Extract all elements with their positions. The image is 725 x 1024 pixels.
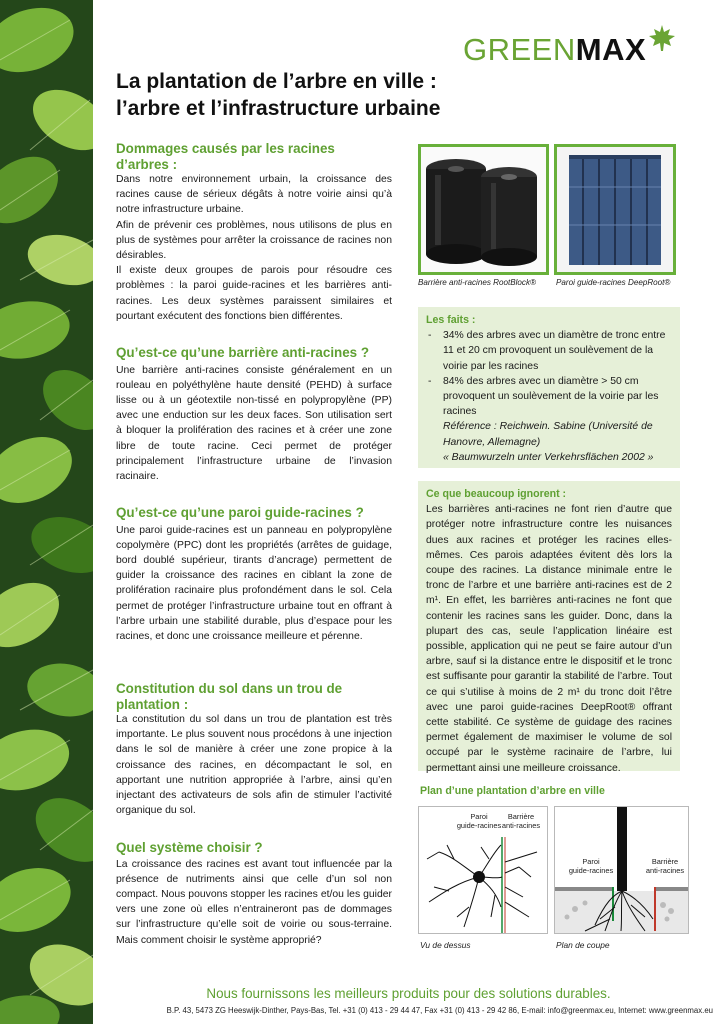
label-line: anti-racines: [501, 821, 541, 830]
plan-title: Plan d’une plantation d’arbre en ville: [420, 785, 605, 797]
ignorance-heading: Ce que beaucoup ignorent :: [426, 488, 567, 500]
heading-line: d’arbres :: [116, 156, 178, 172]
section-paroi: [116, 505, 392, 644]
diagram-label: [499, 812, 543, 830]
section-sol: [116, 681, 392, 818]
rootblock-photo: [418, 144, 549, 275]
facts-heading: Les faits :: [426, 314, 476, 326]
label-line: anti-racines: [645, 866, 685, 875]
paragraph: Afin de prévenir ces problèmes, nous utilisons de plus en plus de systèmes pour arrêter la croissance de racines non désirables.: [116, 219, 392, 262]
paragraph: Dans notre environnement urbain, la croissance des racines cause de sérieux dégâts à notre voirie ainsi qu’à notre infrastructure urbaine.: [116, 174, 392, 216]
deeproot-photo: [554, 144, 676, 275]
facts-box: [418, 307, 680, 468]
label-line: Barrière: [507, 812, 535, 821]
paragraph: La constitution du sol dans un trou de plantation est très importante. Le plus souvent nous procédons à une injection dans le sol de manière à créer une zone propice à la croissance des racines, en décompactant le sol, en apportant une nutrition appropriée à l’arbre, ainsi qu’en injectant des activateurs de sols afin de stimuler l’activité organique du sol.: [116, 714, 392, 817]
section-barriere: [116, 345, 392, 484]
paragraph: Il existe deux groupes de parois pour résoudre ces problèmes : la paroi guide-racines et les barrières anti-racines. Les deux systèmes paraissent similaires et pourtant exécutent des fonctions bien différentes.: [116, 265, 392, 322]
ignorance-text: Les barrières anti-racines ne font rien d’autre que protéger notre infrastructure contre les nuisances dues aux racines et protéger les racines elles-mêmes. Ces parois adaptées évitent dès lors la coupe des racines. La distance minimale entre le tronc de l’arbre et une barrière anti-racines est de 2 m¹. En effet, les barrières anti-racines ne font que contenir les racines sans les guider. Donc, dans la plupart des cas, seule l’application linéaire est possible, application qui ne peut se faire autour d’un arbre, sauf si la distance entre le dispositif et le tronc est suffisante pour garantir la stabilité de l’arbre. Tout ce qui s’utilise à moins de 2 m¹ du tronc doit l’être avec une paroi guide-racines DeepRoot® offrant cette stabilité. Ce système de guidage des racines permet également de maximiser le volume de sol occupé par le système racinaire de l’arbre, lui permettant ainsi une meilleure croissance.: [426, 504, 672, 774]
section-heading: Qu’est-ce qu’une barrière anti-racines ?: [116, 345, 370, 360]
reference-line: « Baumwurzeln unter Verkehrsflächen 2002 »: [443, 451, 654, 463]
photo-caption-deeproot: Paroi guide-racines DeepRoot®: [556, 278, 671, 287]
footer-address: B.P. 43, 5473 ZG Heeswijk-Dinther, Pays-Bas, Tel. +31 (0) 413 - 29 44 47, Fax +31 (0) 413 - 29 42 86, E-mail: info@greenmax.eu, Internet: www.greenmax.eu: [166, 1006, 713, 1015]
section-choix: [116, 840, 392, 948]
logo-text-green: GREEN: [463, 32, 576, 67]
label-line: Paroi: [470, 812, 488, 821]
diagram-label: [563, 857, 619, 875]
section-heading: Qu’est-ce qu’une paroi guide-racines ?: [116, 505, 364, 520]
heading-line: Dommages causés par les racines: [116, 141, 335, 156]
label-line: Barrière: [651, 857, 679, 866]
heading-line: plantation :: [116, 696, 189, 712]
reference-line: Référence : Reichwein. Sabine (Université de: [443, 421, 653, 433]
footer-tagline: Nous fournissons les meilleurs produits pour des solutions durables.: [206, 986, 611, 1001]
label-line: Paroi: [582, 857, 600, 866]
diagram-caption-cross-section: Plan de coupe: [556, 940, 610, 950]
page-title: [116, 68, 440, 122]
cross-section-diagram: [554, 806, 689, 934]
paragraph: Une paroi guide-racines est un panneau en polypropylène copolymère (PPC) dont les propriétés (arrêtes de guidage, bord doublé supérieur, tirants d’ancrage) permettent de guider la croissance des racines en ciblant la zone de prolifération racinaire plus profondément dans le sol. Cela permet de protéger l’infrastructure urbaine tout en offrant à l’arbre urbain une stabilité durable, plus d’espace pour les racines, et donc une croissance meilleure et pérenne.: [116, 524, 392, 642]
photo-caption-rootblock: Barrière anti-racines RootBlock®: [418, 278, 536, 287]
label-line: guide-racines: [456, 821, 502, 830]
ignorance-box: [418, 481, 680, 774]
leaf-photo-strip: [0, 0, 93, 1024]
maple-leaf-icon: [647, 24, 677, 52]
facts-list: [426, 328, 672, 419]
section-heading: [116, 681, 392, 712]
heading-line: Constitution du sol dans un trou de: [116, 681, 343, 696]
top-view-diagram: [418, 806, 548, 934]
greenmax-logo: [463, 24, 693, 74]
section-dommages: [116, 141, 392, 324]
reference-line: Hanovre, Allemagne): [443, 436, 541, 448]
section-heading: [116, 141, 392, 172]
section-heading: Quel système choisir ?: [116, 840, 263, 855]
list-item: - 84% des arbres avec un diamètre > 50 cm provoquent un soulèvement de la voirie par les racines: [426, 374, 672, 420]
title-line-1: La plantation de l’arbre en ville :: [116, 70, 437, 93]
paragraph: Une barrière anti-racines consiste généralement en un rouleau en polyéthylène haute densité (PEHD) à surface lisse ou à un géotextile non-tissé en polypropylène (PP) avec une enduction sur les deux faces. Son utilisation sert à bloquer la prolifération des racines et à créer une zone libre de toute racine. Ceci permet de protéger principalement l’infrastructure urbaine de l’invasion racinaire.: [116, 364, 392, 482]
title-line-2: l’arbre et l’infrastructure urbaine: [116, 97, 441, 120]
diagram-caption-top-view: Vu de dessus: [420, 940, 471, 950]
paragraph: La croissance des racines est avant tout influencée par la présence de nutriments ainsi que celle d’un sol non compact. Nous pouvons stopper les racines et/ou les guider vers une zone où elles n’entraineront pas de dommages sur l’infrastructure qu’elle soit de voirie ou sous-terraine. Mais comment choisir le système approprié?: [116, 858, 392, 946]
logo-text-dark: MAX: [575, 32, 647, 67]
label-line: guide-racines: [568, 866, 614, 875]
diagram-label: [643, 857, 687, 875]
list-item: - 34% des arbres avec un diamètre de tronc entre 11 et 20 cm provoquent un soulèvement de la voirie par les racines: [426, 328, 672, 374]
